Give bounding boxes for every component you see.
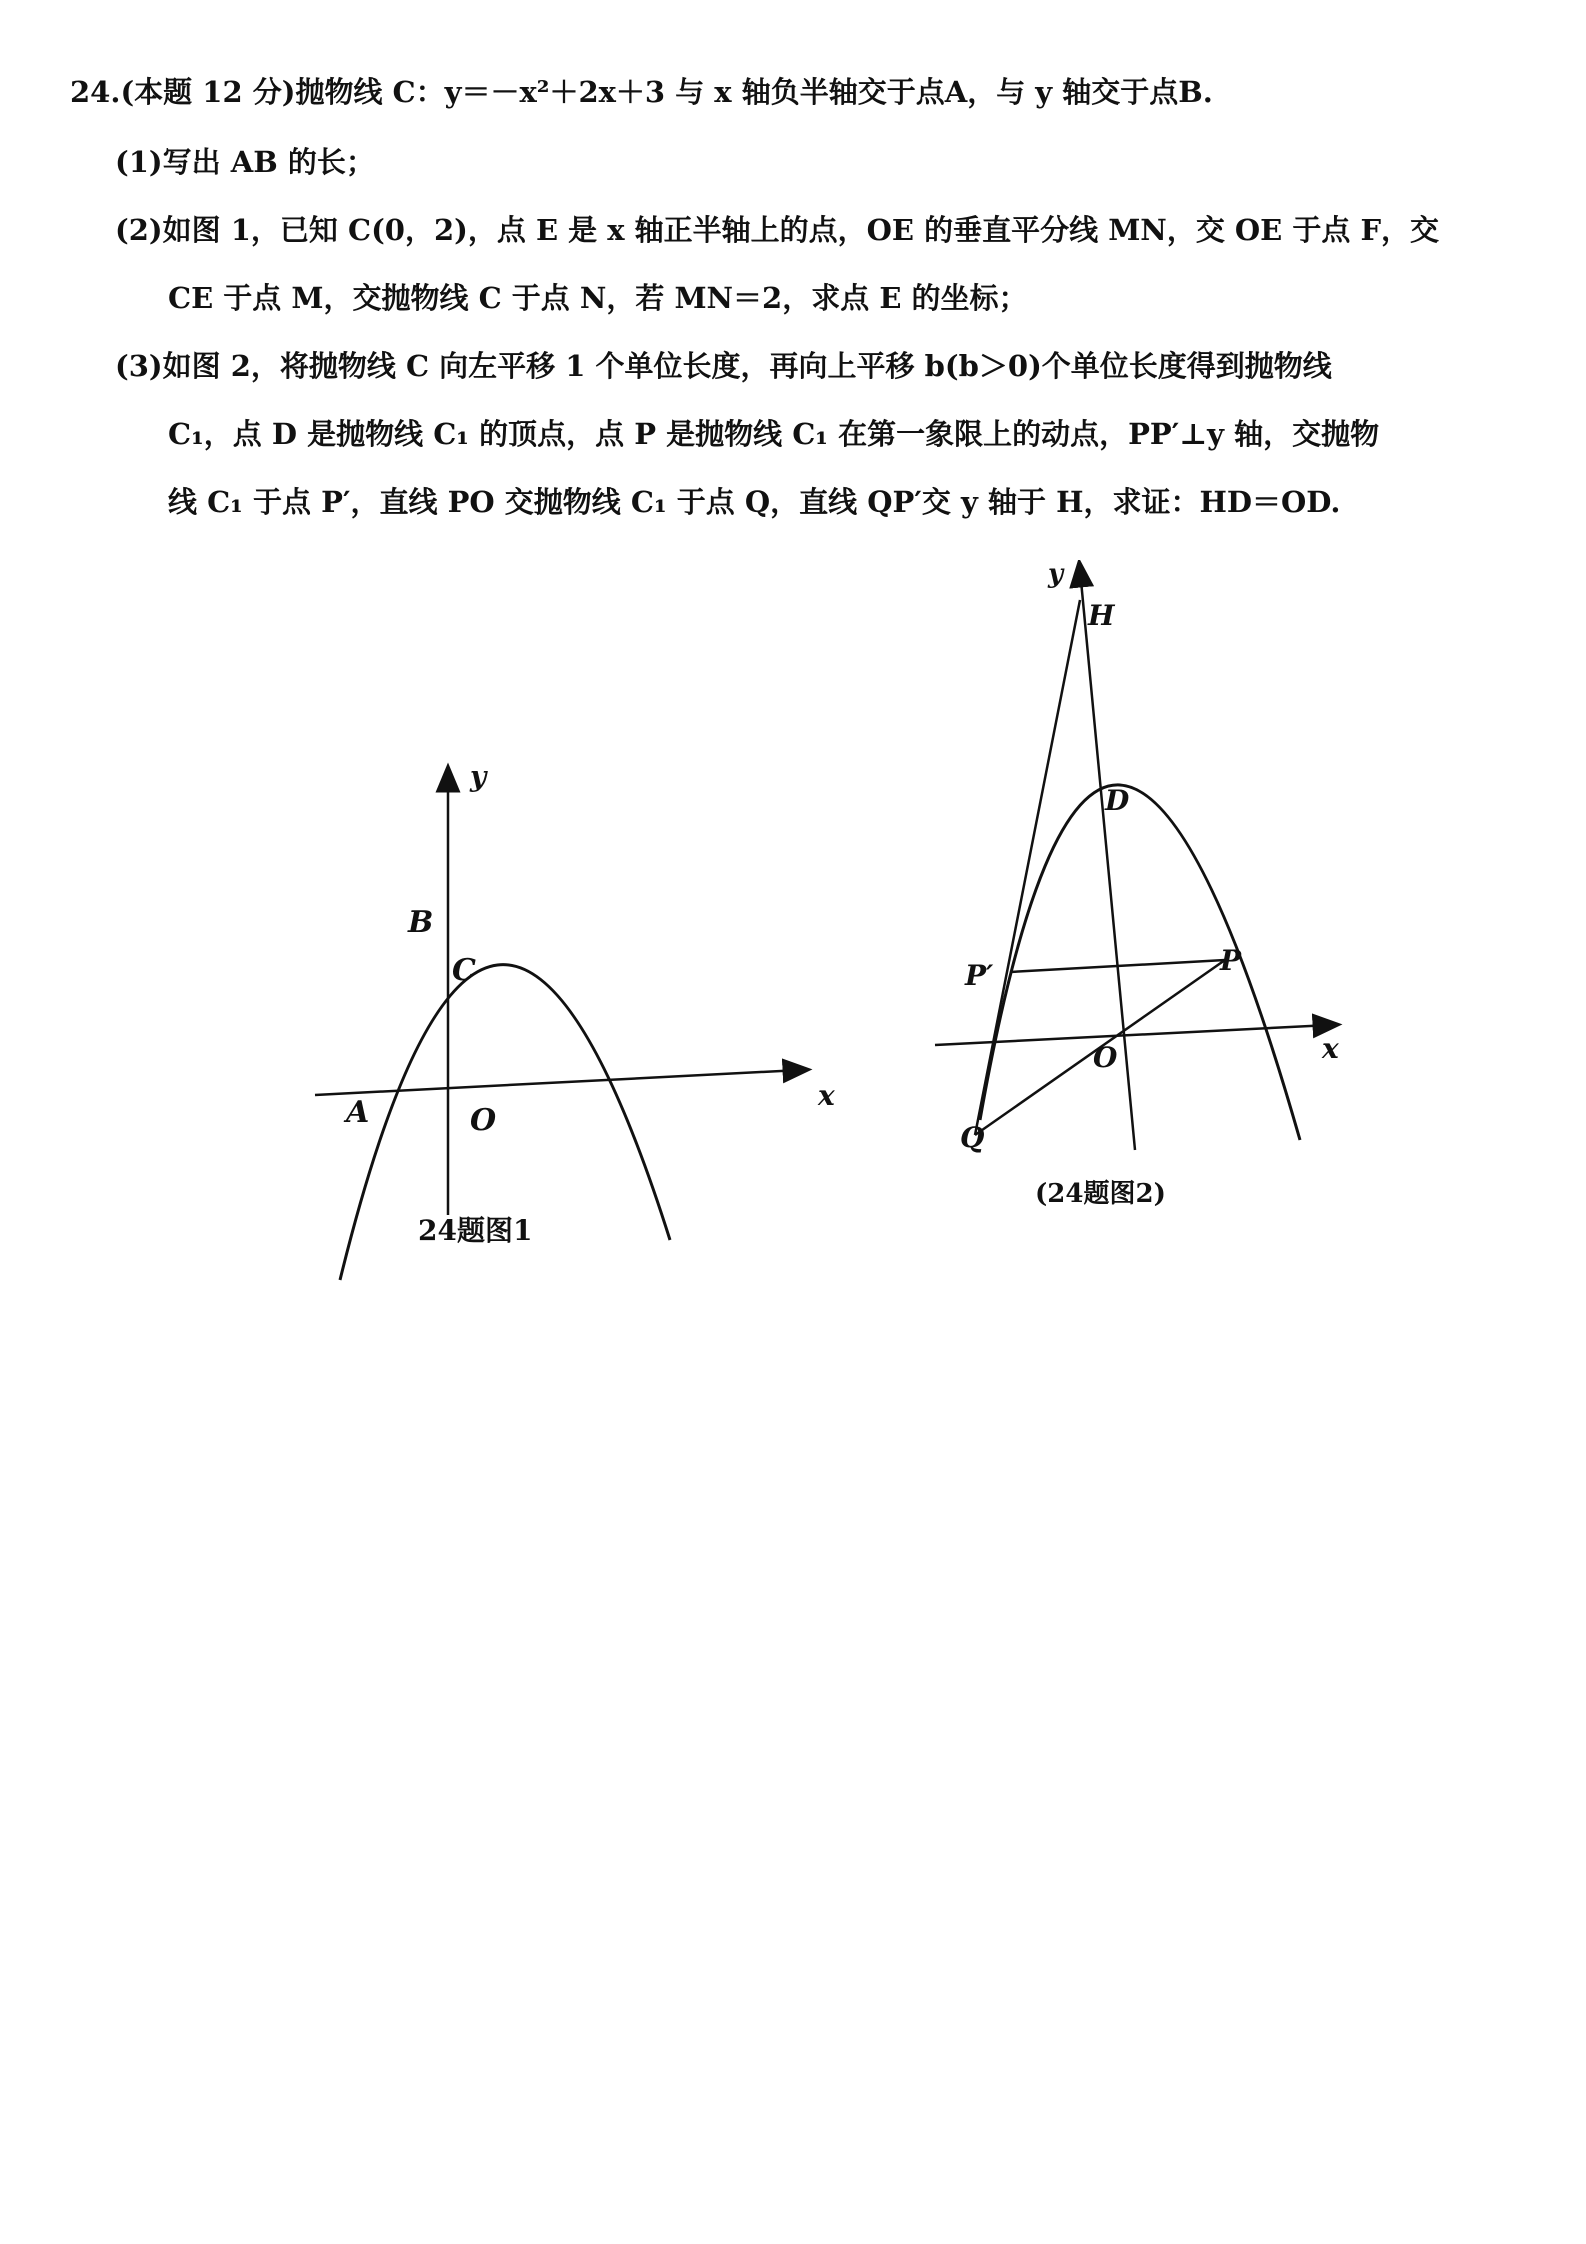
- part-2-line-1: (2)如图 1，已知 C(0，2)，点 E 是 x 轴正半轴上的点，OE 的垂直平分线 MN，交 OE 于点 F，交: [115, 213, 1440, 247]
- line-qh: [975, 600, 1080, 1135]
- label-p-prime: P′: [965, 959, 994, 992]
- part-1: (1)写出 AB 的长；: [115, 145, 375, 179]
- part-2-line-2: CE 于点 M，交抛物线 C 于点 N，若 MN＝2，求点 E 的坐标；: [168, 281, 1028, 315]
- label-q: Q: [960, 1121, 985, 1154]
- figure-2-caption: (24题图2): [1035, 1179, 1166, 1209]
- problem-header: 24.(本题 12 分)抛物线 C：y＝－x²＋2x＋3 与 x 轴负半轴交于点A，与 y 轴交于点B.: [70, 75, 1213, 109]
- label-x: x: [818, 1079, 835, 1112]
- label-o: O: [470, 1103, 497, 1138]
- label-h: H: [1088, 599, 1115, 632]
- x-axis: [315, 1070, 800, 1095]
- label-y: y: [470, 760, 487, 793]
- label-b: B: [408, 905, 434, 940]
- label-p: P: [1220, 944, 1242, 977]
- part-3-line-3: 线 C₁ 于点 P′，直线 PO 交抛物线 C₁ 于点 Q，直线 QP′交 y 轴于 H，求证：HD＝OD.: [168, 485, 1341, 519]
- figure-1-caption: 24题图1: [418, 1214, 533, 1247]
- parabola-c1: [980, 785, 1300, 1140]
- part-3-line-2: C₁，点 D 是抛物线 C₁ 的顶点，点 P 是抛物线 C₁ 在第一象限上的动点，PP′⊥y 轴，交抛物: [168, 417, 1380, 451]
- figure-1: [300, 760, 860, 1300]
- figure-2-diagram: [920, 560, 1360, 1240]
- figure-1-diagram: [300, 760, 860, 1300]
- label-y: y: [1048, 560, 1064, 589]
- label-x: x: [1322, 1032, 1339, 1065]
- part-3-line-1: (3)如图 2，将抛物线 C 向左平移 1 个单位长度，再向上平移 b(b＞0)个单位长度得到抛物线: [115, 349, 1332, 383]
- label-d: D: [1105, 784, 1130, 817]
- label-a: A: [346, 1095, 370, 1130]
- figure-2: [920, 560, 1360, 1240]
- label-o: O: [1093, 1041, 1118, 1074]
- label-c: C: [452, 953, 476, 988]
